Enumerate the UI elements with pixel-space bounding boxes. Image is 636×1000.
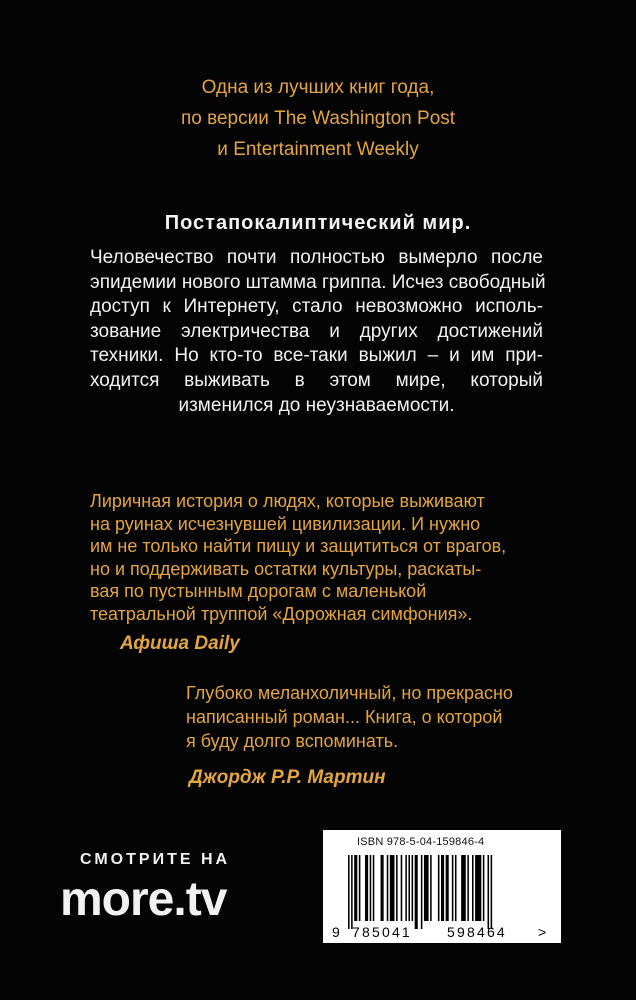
watch-on-label: СМОТРИТЕ НА (80, 851, 231, 868)
barcode-bar (455, 855, 457, 921)
barcode-bar (396, 855, 398, 921)
isbn-text: ISBN 978-5-04-159846-4 (357, 836, 485, 848)
quote-line: вая по пустынным дорогам с маленькой (90, 581, 427, 601)
headline: Постапокалиптический мир. (164, 212, 472, 234)
barcode-bar (370, 855, 372, 921)
barcode-bar (373, 855, 375, 921)
barcode-bar (491, 855, 493, 929)
barcode-bar (348, 855, 350, 929)
barcode-bar (387, 855, 389, 921)
barcode-bar (430, 855, 432, 921)
barcode-bar (424, 855, 429, 921)
barcode-bar (415, 855, 418, 929)
barcode-bar (446, 855, 449, 921)
barcode-bar (475, 855, 481, 921)
quote-attribution-afisha: Афиша Daily (120, 633, 240, 654)
barcode-bar (354, 855, 357, 921)
barcode-bar (359, 855, 361, 921)
quote-line: на руинах исчезнувшей цивилизации. И нужно (90, 513, 481, 534)
barcode-bar (412, 855, 414, 921)
barcode-bar (461, 855, 466, 921)
moretv-logo: more.tv (60, 873, 227, 926)
description-line: зование электричества и других достижений (90, 320, 543, 342)
barcode-digits-left: 785041 (352, 924, 412, 939)
quote-line: театральной труппой «Дорожная симфония». (90, 603, 473, 624)
description-line: эпидемии нового штамма гриппа. Исчез свободный (90, 271, 546, 293)
tagline-line: по версии The Washington Post (180, 108, 456, 129)
description (90, 246, 546, 418)
quote-line: я буду долго вспоминать. (186, 731, 399, 751)
barcode-bar (483, 855, 485, 921)
barcode-bar (351, 855, 353, 929)
tagline-line: и Entertainment Weekly (217, 139, 419, 160)
description-line: доступ к Интернету, стало невозможно исполь- (90, 296, 543, 318)
barcode-digit-first: 9 (332, 924, 340, 939)
quote-line: Глубоко меланхоличный, но прекрасно (186, 683, 513, 703)
description-line: Человечество почти полностью вымерло после (90, 247, 543, 268)
barcode-bar (405, 855, 407, 921)
barcode-bar (421, 855, 423, 929)
barcode-bar (381, 855, 384, 921)
tagline (0, 72, 636, 165)
quote-line: Лиричная история о людях, которые выживают (90, 491, 485, 511)
barcode-icon (330, 853, 552, 939)
barcode-bar (488, 855, 490, 929)
barcode-bar (441, 855, 444, 921)
description-line: изменился до неузнаваемости. (178, 394, 455, 416)
description-line: ходится выживать в этом мире, который (90, 369, 543, 391)
barcode-bar (365, 855, 368, 921)
barcode-bar (438, 855, 440, 921)
review-quote-afisha (90, 490, 530, 625)
barcode-bar (408, 855, 410, 921)
quote-line: им не только найти пищу и защититься от врагов, (90, 536, 507, 556)
quote-line: но и поддерживать остатки культуры, раскаты- (90, 558, 482, 579)
barcode-bar (472, 855, 474, 921)
tagline-line: Одна из лучших книг года, (201, 77, 435, 98)
barcode-bar (390, 855, 395, 921)
barcode-bar (467, 855, 469, 921)
description-line: техники. Но кто-то все-таки выжил – и им при- (90, 345, 543, 367)
barcode-bar (401, 855, 403, 921)
review-quote-martin (186, 681, 526, 753)
barcode-digits-right: 598464 (447, 924, 507, 939)
barcode-bar (452, 855, 454, 921)
quote-attribution-martin: Джордж Р.Р. Мартин (189, 767, 386, 788)
quote-line: написанный роман... Книга, о которой (186, 707, 503, 727)
barcode-arrow: > (538, 924, 547, 939)
